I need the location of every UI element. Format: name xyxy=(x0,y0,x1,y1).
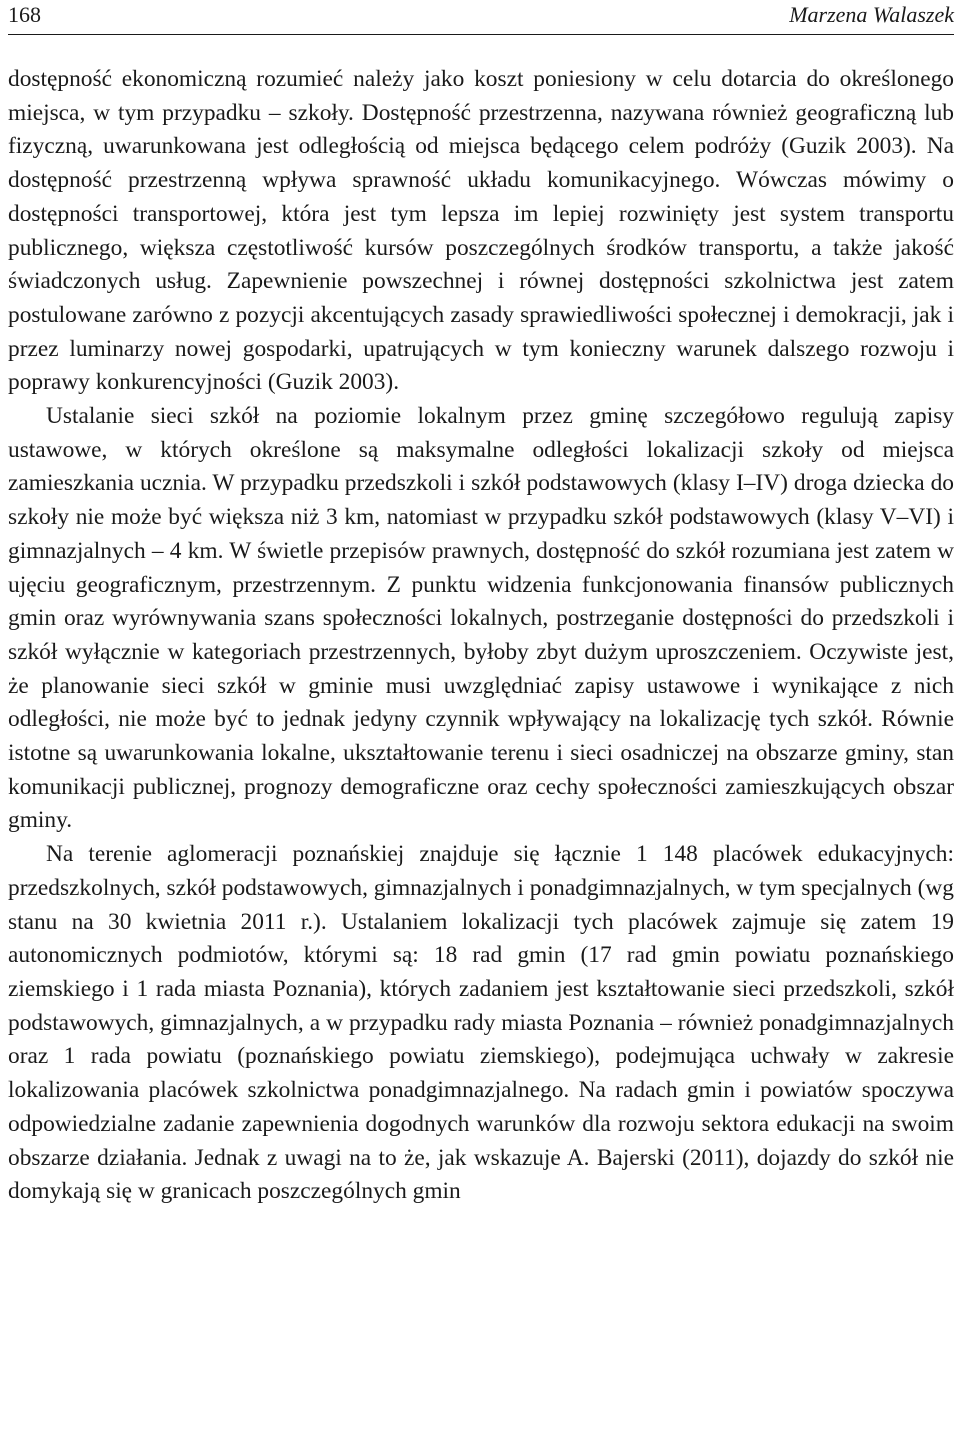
document-page xyxy=(8,0,954,1440)
body-text xyxy=(8,63,954,1209)
running-header xyxy=(8,2,954,32)
running-header-author: Marzena Walaszek xyxy=(789,2,954,27)
header-rule xyxy=(8,34,954,35)
paragraph-continued: dostępność ekonomiczną rozumieć należy jako koszt poniesiony w celu dotarcia do określonego miejsca, w tym przypadku – szkoły. Dostępność przestrzenna, nazywana również geograficzną lub fizyczną, uwarunkowana jest odległością od miejsca będącego celem podróży (Guzik 2003). Na dostępność przestrzenną wpływa sprawność układu komunikacyjnego. Wówczas mówimy o dostępności transportowej, która jest tym lepsza im lepiej rozwinięty jest system transportu publicznego, większa częstotliwość kursów poszczególnych środków transportu, a także jakość świadczonych usług. Zapewnienie powszechnej i równej dostępności szkolnictwa jest zatem postulowane zarówno z pozycji akcentujących zasady sprawiedliwości społecznej i demokracji, jak i przez luminarzy nowej gospodarki, upatrujących w tym konieczny warunek dalszego rozwoju i poprawy konkurencyjności (Guzik 2003). xyxy=(8,66,954,396)
page-number: 168 xyxy=(8,2,41,27)
paragraph: Na terenie aglomeracji poznańskiej znajduje się łącznie 1 148 placówek edukacyjnych: przedszkolnych, szkół podstawowych, gimnazjalnych i ponadgimnazjalnych, w tym specjalnych (wg stanu na 30 kwietnia 2011 r.). Ustalaniem lokalizacji tych placówek zajmuje się zatem 19 autonomicznych podmiotów, którymi są: 18 rad gmin (17 rad gmin powiatu poznańskiego ziemskiego i 1 rada miasta Poznania), których zadaniem jest kształtowanie sieci przedszkoli, szkół podstawowych, gimnazjalnych, a w przypadku rady miasta Poznania – również ponadgimnazjalnych oraz 1 rada powiatu (poznańskiego powiatu ziemskiego), podejmująca uchwały w zakresie lokalizowania placówek szkolnictwa ponadgimnazjalnego. Na radach gmin i powiatów spoczywa odpowiedzialne zadanie zapewnienia dogodnych warunków dla rozwoju sektora edukacji na swoim obszarze działania. Jednak z uwagi na to że, jak wskazuje A. Bajerski (2011), dojazdy do szkół nie domykają się w granicach poszczególnych gmin xyxy=(8,841,954,1205)
paragraph: Ustalanie sieci szkół na poziomie lokalnym przez gminę szczegółowo regulują zapisy ustawowe, w których określone są maksymalne odległości lokalizacji szkoły od miejsca zamieszkania ucznia. W przypadku przedszkoli i szkół podstawowych (klasy I–IV) droga dziecka do szkoły nie może być większa niż 3 km, natomiast w przypadku szkół podstawowych (klasy V–VI) i gimnazjalnych – 4 km. W świetle przepisów prawnych, dostępność do szkół rozumiana jest zatem w ujęciu geograficznym, przestrzennym. Z punktu widzenia funkcjonowania finansów publicznych gmin oraz wyrównywania szans społeczności lokalnych, postrzeganie dostępności do przedszkoli i szkół wyłącznie w kategoriach przestrzennych, byłoby zbyt dużym uproszczeniem. Oczywiste jest, że planowanie sieci szkół w gminie musi uwzględniać zapisy ustawowe i wynikające z nich odległości, nie może być to jednak jedyny czynnik wpływający na lokalizację tych szkół. Równie istotne są uwarunkowania lokalne, ukształtowanie terenu i sieci osadniczej na obszarze gminy, stan komunikacji publicznej, prognozy demograficzne oraz cechy społeczności zamieszkujących obszar gminy. xyxy=(8,403,954,834)
